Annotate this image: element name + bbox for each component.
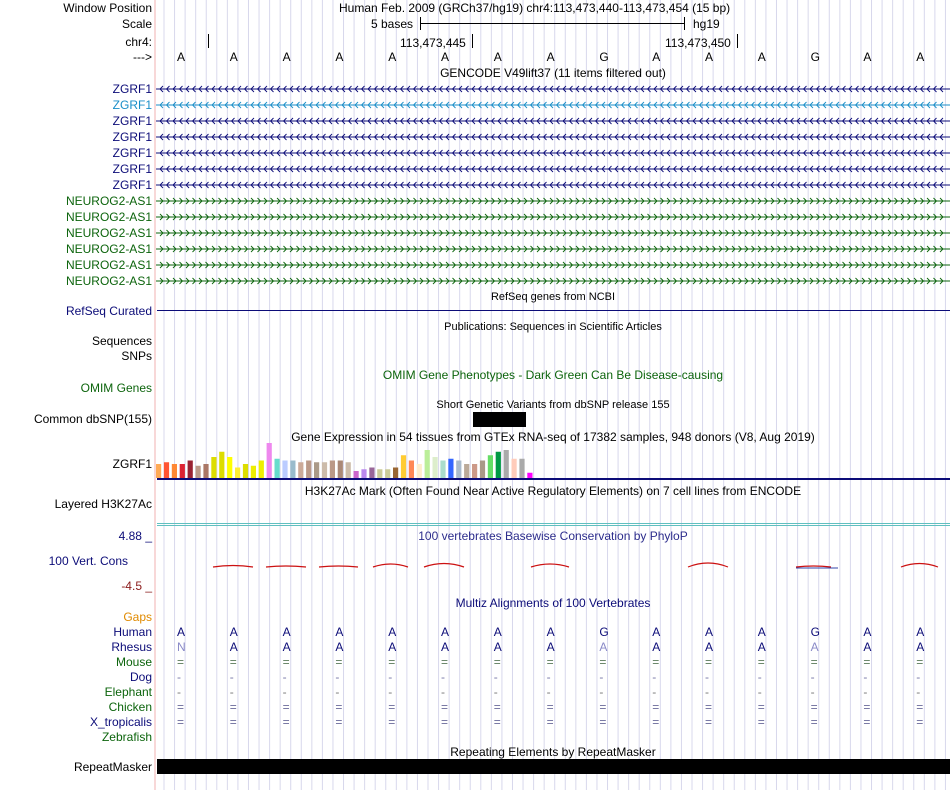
alignment-base: =: [652, 655, 660, 669]
gtex-tissue-bar: [330, 461, 335, 479]
alignment-base: =: [599, 655, 607, 669]
alignment-base: =: [282, 655, 290, 669]
alignment-base: A: [863, 640, 872, 654]
gencode-transcript-line[interactable]: [156, 276, 950, 286]
gtex-tissue-bar: [377, 469, 382, 478]
window-position-label: Window Position: [63, 1, 152, 15]
gtex-gene-line: [157, 478, 950, 480]
phylop-conservation-peak: [424, 564, 464, 568]
dbsnp-track-label[interactable]: Common dbSNP(155): [33, 412, 152, 426]
assembly-title: Human Feb. 2009 (GRCh37/hg19) chr4:113,473,440-113,473,454 (15 bp): [339, 1, 731, 15]
refseq-track-label[interactable]: RefSeq Curated: [65, 304, 152, 318]
sequence-base: A: [705, 50, 714, 64]
gtex-tissue-bar: [512, 459, 517, 478]
gtex-tissue-bar: [298, 462, 303, 478]
alignment-base: A: [757, 640, 766, 654]
gencode-transcript-line[interactable]: [156, 116, 950, 126]
alignment-base: -: [229, 670, 234, 684]
sequence-base: A: [335, 50, 344, 64]
h3k27ac-track-title[interactable]: H3K27Ac Mark (Often Found Near Active Regulatory Elements) on 7 cell lines from ENCODE: [304, 484, 802, 498]
gencode-item-label[interactable]: NEUROG2-AS1: [65, 194, 152, 208]
alignment-base: -: [546, 670, 551, 684]
sequence-base: A: [282, 50, 291, 64]
gencode-transcript-line[interactable]: [156, 260, 950, 270]
alignment-base: =: [282, 715, 290, 729]
gtex-tissue-bar: [385, 469, 390, 478]
alignment-base: =: [916, 655, 924, 669]
omim-track-label[interactable]: OMIM Genes: [80, 381, 152, 395]
publications-snps-label[interactable]: SNPs: [121, 349, 152, 363]
gtex-track-title[interactable]: Gene Expression in 54 tissues from GTEx RNA-seq of 17382 samples, 948 donors (V8, Aug 2019): [291, 430, 815, 444]
alignment-base: =: [177, 700, 185, 714]
gtex-tissue-bar: [456, 461, 461, 479]
alignment-base: -: [388, 685, 393, 699]
alignment-base: =: [177, 655, 185, 669]
alignment-base: A: [810, 640, 819, 654]
alignment-base: -: [335, 670, 340, 684]
alignment-base: A: [335, 640, 344, 654]
omim-track-title[interactable]: OMIM Gene Phenotypes - Dark Green Can Be Disease-causing: [382, 368, 724, 382]
alignment-base: =: [546, 655, 554, 669]
alignment-base: =: [229, 700, 237, 714]
sequence-base: G: [810, 50, 820, 64]
alignment-base: A: [229, 640, 238, 654]
species-label[interactable]: Rhesus: [111, 640, 152, 654]
alignment-base: A: [282, 625, 291, 639]
alignment-base: =: [493, 715, 501, 729]
alignment-base: -: [599, 670, 604, 684]
gtex-tissue-bar: [251, 466, 256, 478]
alignment-base: -: [757, 685, 762, 699]
alignment-base: A: [546, 625, 555, 639]
alignment-base: =: [546, 715, 554, 729]
gtex-tissue-bar: [188, 461, 193, 479]
species-label[interactable]: Dog: [129, 670, 152, 684]
gtex-tissue-bar: [180, 464, 185, 478]
alignment-base: A: [705, 640, 714, 654]
alignment-base: A: [441, 640, 450, 654]
alignment-base: A: [493, 640, 502, 654]
alignment-base: A: [177, 625, 186, 639]
gtex-tissue-bar: [425, 450, 430, 478]
gtex-tissue-bar: [361, 469, 366, 478]
alignment-base: =: [810, 655, 818, 669]
alignment-base: -: [652, 685, 657, 699]
repeatmasker-block[interactable]: [157, 759, 950, 774]
species-label[interactable]: Chicken: [108, 700, 152, 714]
alignment-base: -: [599, 685, 604, 699]
gtex-tissue-bar: [338, 461, 343, 479]
scale-label: Scale: [121, 17, 152, 31]
phylop-conservation-peak: [901, 564, 938, 568]
gtex-tissue-bar: [211, 457, 216, 478]
gtex-tissue-bar: [354, 471, 359, 478]
sequence-base: A: [388, 50, 397, 64]
species-label[interactable]: Zebrafish: [101, 730, 152, 744]
phylop-signal[interactable]: [156, 555, 950, 585]
gtex-tissue-bar: [472, 464, 477, 478]
alignment-base: A: [757, 625, 766, 639]
gtex-tissue-bar: [393, 468, 398, 479]
alignment-base: A: [493, 625, 502, 639]
sequence-base: A: [757, 50, 766, 64]
alignment-base: -: [493, 685, 498, 699]
alignment-base: =: [177, 715, 185, 729]
scale-bar-right-tick: [684, 17, 685, 30]
multiz-track-title[interactable]: Multiz Alignments of 100 Vertebrates: [455, 596, 651, 610]
alignment-base: A: [441, 625, 450, 639]
alignment-base: =: [757, 655, 765, 669]
species-label[interactable]: Mouse: [115, 655, 152, 669]
h3k27ac-baseline-a: [157, 523, 950, 524]
gencode-transcript-line[interactable]: [156, 244, 950, 254]
alignment-base: =: [652, 715, 660, 729]
ruler-tick-right: [737, 34, 738, 48]
gtex-tissue-bar: [504, 450, 509, 478]
alignment-base: A: [652, 640, 661, 654]
alignment-base: G: [599, 625, 609, 639]
publications-sequences-label[interactable]: Sequences: [91, 334, 152, 348]
ruler-tick-left: [472, 34, 473, 48]
scale-bar: [420, 23, 684, 24]
gtex-tissue-bar: [196, 466, 201, 478]
refseq-gene-line[interactable]: [157, 310, 950, 311]
gtex-tissue-bar: [275, 459, 280, 478]
alignment-base: -: [810, 685, 815, 699]
alignment-base: =: [441, 655, 449, 669]
gencode-transcript-line[interactable]: [156, 84, 950, 94]
alignment-base: -: [493, 670, 498, 684]
gtex-tissue-bar: [369, 468, 374, 479]
alignment-base: =: [705, 700, 713, 714]
gencode-item-label[interactable]: ZGRF1: [112, 130, 152, 144]
chrom-label: chr4:: [125, 35, 152, 49]
gtex-tissue-bar: [243, 464, 248, 478]
alignment-base: -: [916, 670, 921, 684]
sequence-base: A: [177, 50, 186, 64]
sequence-base: A: [229, 50, 238, 64]
phylop-conservation-peak: [531, 564, 569, 567]
gtex-tissue-bar: [172, 464, 177, 478]
gencode-track-title[interactable]: GENCODE V49lift37 (11 items filtered out): [440, 66, 666, 80]
gtex-tissue-bar: [156, 464, 161, 478]
gtex-tissue-bar: [290, 461, 295, 479]
gencode-item-label[interactable]: ZGRF1: [112, 82, 152, 96]
alignment-base: =: [335, 700, 343, 714]
gtex-tissue-bar: [409, 461, 414, 479]
alignment-base: A: [916, 625, 925, 639]
sequence-base: A: [863, 50, 872, 64]
gencode-item-label[interactable]: NEUROG2-AS1: [65, 258, 152, 272]
dbsnp-variant-block[interactable]: [473, 412, 526, 427]
alignment-base: A: [388, 625, 397, 639]
phylop-track-title[interactable]: 100 vertebrates Basewise Conservation by PhyloP: [418, 529, 688, 543]
gtex-tissue-bar: [480, 461, 485, 479]
alignment-base: A: [863, 625, 872, 639]
gtex-tissue-bar: [267, 443, 272, 478]
gencode-item-label[interactable]: NEUROG2-AS1: [65, 242, 152, 256]
alignment-base: =: [916, 700, 924, 714]
gtex-tissue-bar: [259, 461, 264, 479]
gtex-track-label[interactable]: ZGRF1: [112, 457, 152, 471]
gtex-tissue-bar: [306, 461, 311, 479]
scale-text: 5 bases: [371, 17, 414, 31]
alignment-base: -: [757, 670, 762, 684]
alignment-base: -: [282, 685, 287, 699]
alignment-base: =: [229, 715, 237, 729]
alignment-base: =: [757, 700, 765, 714]
gtex-tissue-bar: [417, 464, 422, 478]
gencode-transcript-line[interactable]: [156, 228, 950, 238]
gtex-tissue-bar: [464, 464, 469, 478]
scale-db: hg19: [693, 17, 720, 31]
alignment-base: -: [282, 670, 287, 684]
gtex-tissue-bar: [314, 462, 319, 478]
phylop-conservation-peak: [796, 566, 831, 567]
alignment-base: -: [863, 670, 868, 684]
gaps-label[interactable]: Gaps: [123, 610, 152, 624]
alignment-base: G: [810, 625, 820, 639]
gencode-item-label[interactable]: ZGRF1: [112, 162, 152, 176]
alignment-base: =: [757, 715, 765, 729]
alignment-base: =: [705, 715, 713, 729]
phylop-track-label[interactable]: 100 Vert. Cons: [48, 554, 128, 568]
gtex-tissue-bar: [488, 455, 493, 478]
refseq-track-title[interactable]: RefSeq genes from NCBI: [490, 291, 616, 303]
gencode-transcript-line[interactable]: [156, 148, 950, 158]
alignment-base: A: [335, 625, 344, 639]
phylop-conservation-peak: [688, 563, 728, 567]
alignment-base: =: [282, 700, 290, 714]
alignment-base: A: [229, 625, 238, 639]
gtex-tissue-bar: [282, 461, 287, 479]
repeatmasker-track-title[interactable]: Repeating Elements by RepeatMasker: [450, 745, 656, 759]
alignment-base: N: [177, 640, 186, 654]
gtex-tissue-bar: [322, 462, 327, 478]
alignment-base: A: [282, 640, 291, 654]
phylop-conservation-peak: [319, 566, 358, 567]
alignment-base: =: [916, 715, 924, 729]
gtex-tissue-bar: [203, 464, 208, 478]
alignment-base: -: [388, 670, 393, 684]
alignment-base: -: [705, 670, 709, 684]
gencode-transcript-line[interactable]: [156, 132, 950, 142]
alignment-base: =: [705, 655, 713, 669]
alignment-base: =: [229, 655, 237, 669]
sequence-base: G: [599, 50, 609, 64]
gencode-transcript-line[interactable]: [156, 100, 950, 110]
h3k27ac-track-label[interactable]: Layered H3K27Ac: [54, 497, 152, 511]
alignment-base: =: [599, 715, 607, 729]
alignment-base: =: [388, 715, 396, 729]
alignment-base: =: [863, 715, 871, 729]
species-label[interactable]: Human: [113, 625, 152, 639]
gtex-tissue-bar: [440, 461, 445, 479]
phylop-conservation-peak: [266, 566, 306, 567]
gtex-tissue-bar: [433, 457, 438, 478]
gencode-item-label[interactable]: NEUROG2-AS1: [65, 274, 152, 288]
alignment-base: A: [546, 640, 555, 654]
gencode-transcript-line[interactable]: [156, 164, 950, 174]
gencode-item-label[interactable]: ZGRF1: [112, 114, 152, 128]
gencode-item-label[interactable]: ZGRF1: [112, 98, 152, 112]
gtex-tissue-bar: [164, 462, 169, 478]
gtex-tissue-bar: [401, 455, 406, 478]
phylop-max-label: 4.88 _: [118, 529, 152, 543]
phylop-conservation-peak: [213, 566, 253, 568]
alignment-base: =: [388, 655, 396, 669]
alignment-base: =: [493, 700, 501, 714]
gtex-tissue-bar: [227, 457, 232, 478]
gtex-tissue-bar: [219, 452, 224, 478]
gencode-transcript-line[interactable]: [156, 180, 950, 190]
alignment-base: =: [810, 700, 818, 714]
gtex-tissue-bar: [346, 462, 351, 478]
sequence-base: A: [546, 50, 555, 64]
gencode-item-label[interactable]: NEUROG2-AS1: [65, 226, 152, 240]
alignment-base: -: [177, 685, 181, 699]
ruler-coord-left: 113,473,445: [400, 36, 466, 50]
ruler-tick-start: [208, 34, 209, 48]
gtex-tissue-bar: [496, 452, 501, 478]
sequence-base: A: [916, 50, 925, 64]
alignment-base: =: [388, 700, 396, 714]
gtex-bar-chart[interactable]: [155, 443, 555, 479]
alignment-base: A: [916, 640, 925, 654]
alignment-base: -: [177, 670, 181, 684]
gtex-tissue-bar: [448, 459, 453, 478]
strand-label: --->: [133, 50, 152, 64]
alignment-base: -: [229, 685, 234, 699]
gencode-transcript-line[interactable]: [156, 196, 950, 206]
alignment-base: =: [335, 715, 343, 729]
alignment-base: =: [863, 700, 871, 714]
sequence-base: A: [441, 50, 450, 64]
alignment-base: =: [810, 715, 818, 729]
species-label[interactable]: X_tropicalis: [89, 715, 152, 729]
scale-bar-left-tick: [420, 17, 421, 30]
alignment-base: =: [441, 700, 449, 714]
alignment-base: -: [810, 670, 815, 684]
alignment-base: =: [335, 655, 343, 669]
species-label[interactable]: Elephant: [104, 685, 152, 699]
alignment-base: -: [335, 685, 340, 699]
sequence-base: A: [652, 50, 661, 64]
ruler-coord-right: 113,473,450: [665, 36, 731, 50]
alignment-base: =: [546, 700, 554, 714]
alignment-base: -: [441, 670, 445, 684]
alignment-base: =: [863, 655, 871, 669]
alignment-base: =: [652, 700, 660, 714]
publications-track-title[interactable]: Publications: Sequences in Scientific Articles: [444, 321, 662, 333]
alignment-base: -: [441, 685, 445, 699]
alignment-base: -: [705, 685, 709, 699]
phylop-conservation-peak: [373, 564, 408, 567]
alignment-base: A: [599, 640, 608, 654]
repeatmasker-track-label[interactable]: RepeatMasker: [73, 760, 152, 774]
alignment-base: -: [546, 685, 551, 699]
alignment-base: -: [863, 685, 868, 699]
alignment-base: A: [652, 625, 661, 639]
alignment-base: =: [441, 715, 449, 729]
gencode-item-label[interactable]: ZGRF1: [112, 146, 152, 160]
alignment-base: =: [493, 655, 501, 669]
gencode-transcript-line[interactable]: [156, 212, 950, 222]
h3k27ac-baseline-b: [157, 525, 950, 526]
phylop-min-label: -4.5 _: [121, 579, 152, 593]
alignment-base: -: [652, 670, 657, 684]
gencode-item-label[interactable]: ZGRF1: [112, 178, 152, 192]
dbsnp-track-title[interactable]: Short Genetic Variants from dbSNP release 155: [436, 399, 670, 411]
alignment-base: -: [916, 685, 921, 699]
alignment-base: =: [599, 700, 607, 714]
alignment-base: A: [705, 625, 714, 639]
gtex-tissue-bar: [519, 459, 524, 478]
sequence-base: A: [493, 50, 502, 64]
gtex-tissue-bar: [235, 468, 240, 479]
gencode-item-label[interactable]: NEUROG2-AS1: [65, 210, 152, 224]
alignment-base: A: [388, 640, 397, 654]
